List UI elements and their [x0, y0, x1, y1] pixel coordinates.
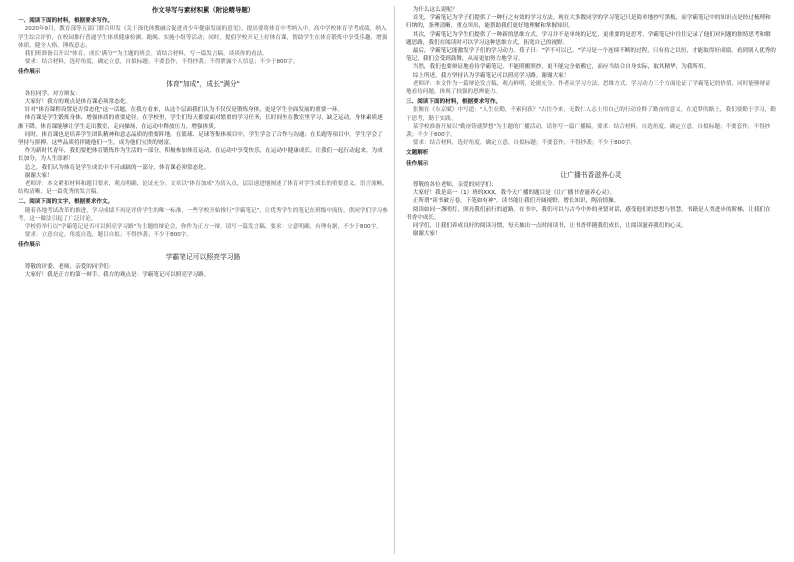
- material-paragraph: 随着各地考试改革的推进，学习成绩不再是评价学生的唯一标准，一些学校开始推行"学霸笔记"，让优秀学生的笔记在班级中流传，供同学们学习参考。这一做法引起了广泛讨论。: [18, 207, 388, 222]
- essay-title: 体育"加成"，成长"满分": [166, 79, 240, 88]
- sample-label: 佳作展示: [18, 242, 41, 249]
- essay-paragraph: 大家好！我方的观点是体育课必须常态化。: [24, 99, 132, 106]
- requirements-text: 要求：立意自定，角度自选，题目自拟；不得抄袭；不少于800字。: [24, 232, 193, 239]
- sample-label: 佳作展示: [406, 160, 429, 167]
- essay-paragraph: 体育课是学生锻炼身体、增强体质的重要途径。在学校里，学生们每天都要面对繁重的学习任务，长时间坐在教室里学习，缺乏运动，身体素质逐渐下降。体育课能够让学生走出教室，走向操场，在运动中释放压力，增强体质。: [18, 115, 383, 130]
- left-column: [18, 0, 388, 562]
- essay-paragraph: 综上所述，我方坚持认为学霸笔记可以照亮学习路。谢谢大家！: [412, 72, 570, 79]
- document-title: 作文导写与素材积累（附论精导题）: [151, 6, 255, 14]
- essay-title: 学霸笔记可以照亮学习路: [165, 252, 241, 261]
- essay-paragraph: 同时，体育课也是培养学生团队精神和意志品质的重要阵地。在篮球、足球等集体项目中，学生学会了合作与沟通；在长跑等项目中，学生学会了坚持与拼搏。这些品质将伴随他们一生，成为他们宝贵的财富。: [18, 131, 383, 147]
- material-paragraph: 某学校准备开展以"勤奋铸就梦想"为主题的广播活动，请你写一篇广播稿。要求：结合材料，自选角度，确定立意，自拟标题；不要套作，不得抄袭；不少于800字。: [406, 123, 771, 139]
- essay-title: 让广播书香滋养心灵: [560, 170, 622, 179]
- requirements-text: 要求：结合材料，选好角度，确定立意，自拟标题；不要套作，不得抄袭；不少于800字。: [412, 140, 636, 147]
- section-three-heading: 三、阅读下面的材料，根据要求写作。: [406, 99, 502, 106]
- essay-paragraph: 最后，学霸笔记能激发学子们的学习动力。荀子曰："学不可以已。"学习是一个连续不断的过程，只有持之以恒，才能取得好成绩。看到别人优秀的笔记，我们会受到鼓舞，从而更加努力地学习。: [406, 48, 776, 63]
- column-divider: [394, 6, 395, 554]
- sample-label: 佳作展示: [18, 69, 41, 76]
- essay-paragraph: 尊敬的评委、老师，亲爱的同学们：: [24, 263, 115, 270]
- essay-paragraph: 正所谓"读书破万卷，下笔如有神"。读书能让我们开阔视野，增长知识，陶冶情操。: [412, 198, 620, 205]
- essay-paragraph: 谢谢大家！: [412, 231, 441, 238]
- right-column: [406, 0, 776, 562]
- essay-paragraph: 为什么这么说呢？: [412, 7, 458, 13]
- teacher-comment: 老师评：本文紧扣材料和题目要求，观点明确，论证充分。文章以"体育加成"为切入点，层层递进地阐述了体育对学生成长的重要意义，语言流畅，结构清晰，是一篇优秀的发言稿。: [18, 181, 388, 196]
- essay-paragraph: 其次，学霸笔记为学生们提供了一种新的思维方式。学习并不是单纯的记忆，更重要的是思考。学霸笔记中往往记录了他们对问题的独特思考和解题思路，我们在阅读时可以学习这种思维方式，拓宽自己的视野。: [406, 31, 771, 46]
- teacher-comment: 老师评：本文作为一篇辩论发言稿，观点鲜明，论据充分。作者从学习方法、思维方式、学习动力三个方面论证了学霸笔记的价值，同时能够辩证地看待问题，体现了较强的思辨能力。: [406, 80, 771, 96]
- section-one-heading: 一、阅读下面的材料，根据要求写作。: [18, 18, 114, 25]
- essay-paragraph: 尊敬的各位老师，亲爱的同学们：: [412, 182, 497, 189]
- analysis-label: 文题解析: [406, 150, 429, 157]
- requirements-text: 要求：结合材料，选好角度，确定立意，自拟标题；不要套作，不得抄袭；不得泄露个人信息；不少于800字。: [24, 59, 299, 66]
- material-paragraph: 2020年9月，教育部等五部门联合印发《关于深化体教融合促进青少年健康发展的意见》，提出要将体育中考纳入中，高中学校体育学考成绩，纳入学生综合评价，在校园推行普通学生体质健康检测、跑绳、实施小组等活动；同时，提倡学校开足上好体育课，帮助学生在体育锻炼中享受乐趣、增强体质、健全人格、锤炼意志。: [18, 26, 388, 49]
- essay-paragraph: 大家好！我是正方的第一辩手。我方的观点是：学霸笔记可以照亮学习路。: [24, 272, 210, 279]
- essay-paragraph: 当然，我们也要辩证地看待学霸笔记。不能照搬照抄，更不能完全依赖它，而应当结合自身实际，取其精华，为我所用。: [412, 64, 710, 71]
- essay-paragraph: 总之，我们认为体育是学生成长中不可或缺的一部分，体育课必须常态化。: [24, 164, 210, 171]
- material-paragraph: 张衡在《东京赋》中写道："人生在勤，不索何获？"古往今来，无数仁人志士用自己的行动诠释了勤奋的意义。在追梦的路上，我们要勤于学习，勤于思考，勤于实践。: [406, 107, 776, 122]
- essay-paragraph: 同学们，让我们养成良好的阅读习惯，每天抽出一点时间读书，让书香伴随我们成长，让阅读滋养我们的心灵。: [412, 223, 687, 230]
- essay-paragraph: 首先，学霸笔记为学子们提供了一种行之有效的学习方法。现在大多数同学的学习笔记只是简单地抄写黑板，而学霸笔记中的知识点是经过梳理和归纳的，条理清晰，重点突出，能帮助我们更好地理解和掌握知识。: [406, 15, 771, 30]
- essay-paragraph: 阅读如同一盏明灯，照亮我们前行的道路。在书中，我们可以与古今中外的圣贤对话，感受他们的思想与智慧。书籍是人类进步的阶梯，让我们在书香中成长。: [406, 206, 771, 221]
- essay-paragraph: 作为新时代青年，我们要把体育锻炼作为生活的一部分，积极参加体育运动，在运动中享受快乐，在运动中健康成长。让我们一起行动起来，为成长加分，为人生添彩！: [18, 148, 383, 163]
- material-paragraph: 我们班准备召开以"体育，成长'满分'"为主题的班会。请结合材料，写一篇发言稿，谈谈你的看法。: [24, 51, 268, 58]
- essay-paragraph: 大家好！我是高一（1）班的XXX，我今天广播的题目是《让广播书香滋养心灵》。: [412, 190, 616, 197]
- task-paragraph: 学校将举行以"学霸笔记是否可以照亮学习路"为主题的辩论会，你作为正方一辩，请写一篇发言稿。要求：立意明确，有理有据，不少于800字。: [24, 224, 382, 231]
- essay-paragraph: 各位同学、对方辩友：: [24, 90, 81, 97]
- essay-paragraph: 针对"体育课程设置是否常态化"这一话题，在我方看来，从这个层面我们认为不仅仅是锻炼身体，更是学生全面发展的重要一环。: [24, 107, 344, 114]
- essay-paragraph: 谢谢大家！: [24, 172, 53, 179]
- section-two-heading: 二、阅读下面的文字，根据要求作文。: [18, 199, 114, 206]
